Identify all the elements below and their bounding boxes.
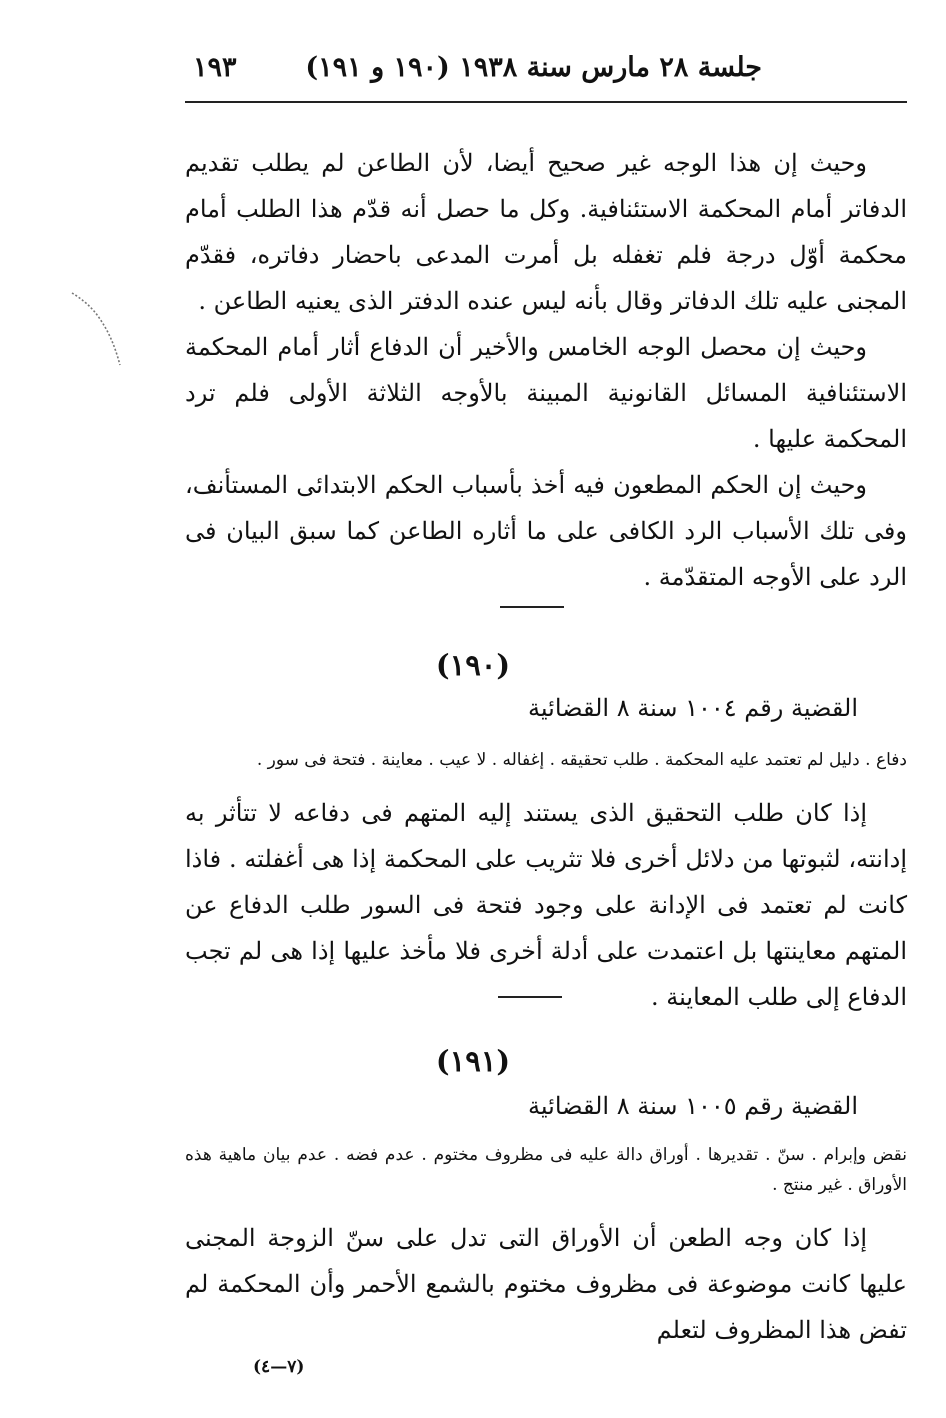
intro-paragraph-2: وحيث إن محصل الوجه الخامس والأخير أن الدفاع أثار أمام المحكمة الاستئنافية المسائل القانونية المبينة بالأوجه الثلاثة الأولى فلم ترد المحكمة عليها . <box>185 333 907 453</box>
section-191-number: (١٩١) <box>435 1044 511 1078</box>
section-191-keywords: نقض وإبرام . سنّ . تقديرها . أوراق دالة عليه فى مظروف مختوم . عدم فضه . عدم بيان ماهية هذه الأوراق . غير منتج . <box>185 1145 907 1195</box>
section-190-body: إذا كان طلب التحقيق الذى يستند إليه المتهم فى دفاعه لا تتأثر به إدانته، لثبوتها من دلائل أخرى فلا تثريب على المحكمة إذا هى أغفلته . فاذا كانت لم تعتمد فى الإدانة على وجود فتحة فى السور طلب الدفاع عن المتهم معاينتها بل اعتمدت على أدلة أخرى فلا مأخذ عليها إذا هى لم تجب الدفاع إلى طلب المعاينة . <box>185 799 907 1011</box>
section-190-case: القضية رقم ١٠٠٤ سنة ٨ القضائية <box>528 694 858 722</box>
section-divider <box>500 606 564 608</box>
intro-paragraph-3: وحيث إن الحكم المطعون فيه أخذ بأسباب الحكم الابتدائى المستأنف، وفى تلك الأسباب الرد الكافى على ما أثاره الطاعن كما سبق البيان فى الرد على الأوجه المتقدّمة . <box>185 471 907 591</box>
intro-text <box>185 140 907 600</box>
intro-paragraph-1: وحيث إن هذا الوجه غير صحيح أيضا، لأن الطاعن لم يطلب تقديم الدفاتر أمام المحكمة الاستئنافية. وكل ما حصل أنه قدّم هذا الطلب أمام محكمة أوّل درجة فلم تغفله بل أمرت المدعى باحضار دفاتره، فقدّم المجنى عليه تلك الدفاتر وقال بأنه ليس عنده الدفتر الذى يعنيه الطاعن . <box>185 149 907 315</box>
section-190-number: (١٩٠) <box>435 648 511 682</box>
page-number: ١٩٣ <box>193 52 237 83</box>
session-title: جلسة ٢٨ مارس سنة ١٩٣٨ (١٩٠ و ١٩١) <box>305 52 762 83</box>
margin-pencil-mark <box>68 285 128 375</box>
footer-signature: (٧—٤) <box>253 1357 305 1377</box>
section-191-body-block <box>185 1215 907 1353</box>
page-header <box>185 52 907 102</box>
section-191-case: القضية رقم ١٠٠٥ سنة ٨ القضائية <box>528 1092 858 1120</box>
section-190-body-block <box>185 790 907 1020</box>
section-191-body: إذا كان وجه الطعن أن الأوراق التى تدل على سنّ الزوجة المجنى عليها كانت موضوعة فى مظروف مختوم بالشمع الأحمر وأن المحكمة لم تفض هذا المظروف لتعلم <box>185 1224 907 1344</box>
section-divider <box>498 996 562 998</box>
header-rule <box>185 101 907 103</box>
section-190-keywords: دفاع . دليل لم تعتمد عليه المحكمة . طلب تحقيقه . إغفاله . لا عيب . معاينة . فتحة فى سور . <box>256 750 907 770</box>
